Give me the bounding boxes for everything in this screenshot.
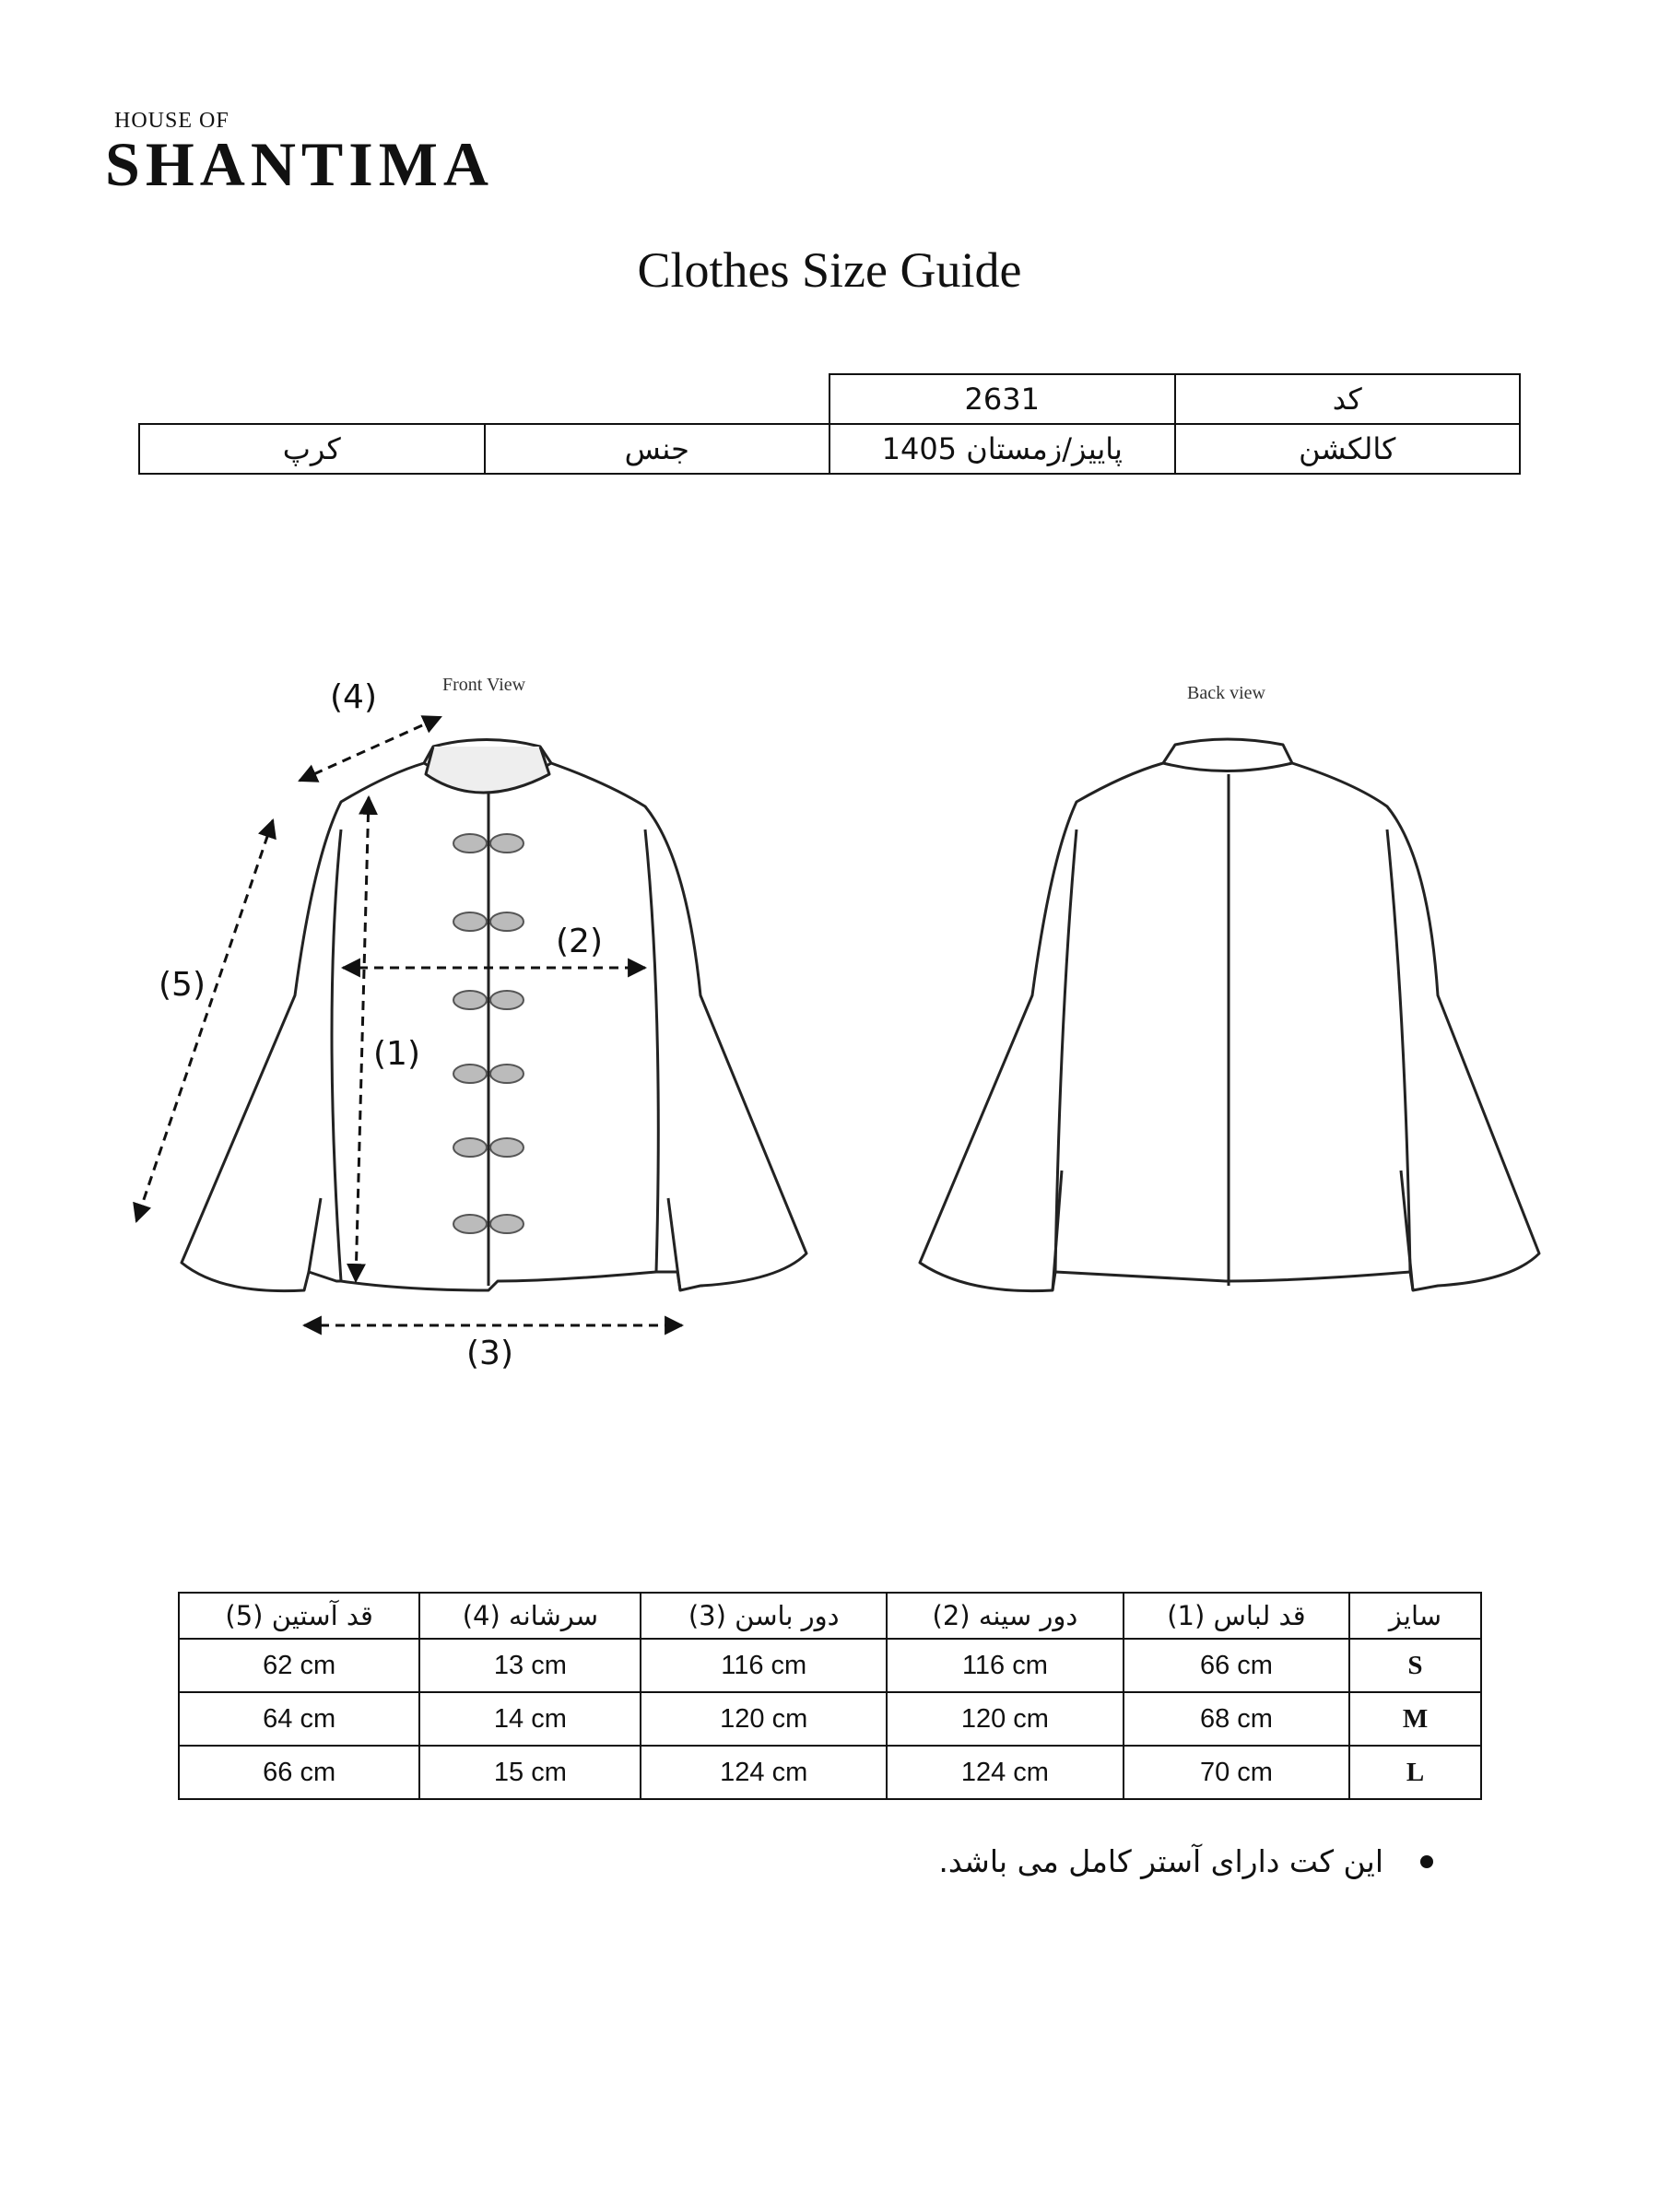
marker-5: (5) xyxy=(159,966,206,1004)
collection-label: کالکشن xyxy=(1175,424,1521,474)
hip-cell: 124 cm xyxy=(641,1746,886,1799)
blank-cell xyxy=(139,374,485,424)
code-label: کد xyxy=(1175,374,1521,424)
brand-small-text: HOUSE OF xyxy=(114,109,229,133)
marker-3: (3) xyxy=(466,1335,513,1372)
length-cell: 66 cm xyxy=(1124,1639,1349,1692)
header-shoulder: (4) سرشانه xyxy=(419,1593,641,1639)
table-row xyxy=(179,1692,1481,1746)
lining-note xyxy=(938,1843,1433,1879)
size-cell: L xyxy=(1349,1746,1481,1799)
chest-cell: 124 cm xyxy=(887,1746,1124,1799)
product-info-table xyxy=(138,373,1521,475)
material-value: کرپ xyxy=(139,424,485,474)
back-jacket-drawing xyxy=(920,739,1539,1291)
hip-cell: 120 cm xyxy=(641,1692,886,1746)
size-cell: S xyxy=(1349,1639,1481,1692)
header-sleeve: (5) قد آستین xyxy=(179,1593,419,1639)
hip-cell: 116 cm xyxy=(641,1639,886,1692)
marker-1: (1) xyxy=(373,1035,420,1073)
marker-4: (4) xyxy=(330,678,377,716)
front-jacket-drawing xyxy=(182,740,806,1291)
sleeve-cell: 64 cm xyxy=(179,1692,419,1746)
header-hip: (3) دور باسن xyxy=(641,1593,886,1639)
header-length: (1) قد لباس xyxy=(1124,1593,1349,1639)
page-title: Clothes Size Guide xyxy=(637,242,1022,298)
sleeve-cell: 66 cm xyxy=(179,1746,419,1799)
note-text: این کت دارای آستر کامل می باشد. xyxy=(938,1843,1383,1879)
shoulder-cell: 13 cm xyxy=(419,1639,641,1692)
material-label: جنس xyxy=(485,424,830,474)
blank-cell xyxy=(485,374,830,424)
shoulder-cell: 15 cm xyxy=(419,1746,641,1799)
table-row xyxy=(179,1639,1481,1692)
length-cell: 68 cm xyxy=(1124,1692,1349,1746)
shoulder-cell: 14 cm xyxy=(419,1692,641,1746)
size-table-header xyxy=(179,1593,1481,1639)
jacket-figure xyxy=(0,645,1659,1401)
size-table xyxy=(178,1592,1482,1800)
back-view-label: Back view xyxy=(1187,683,1265,703)
table-row xyxy=(179,1746,1481,1799)
size-cell: M xyxy=(1349,1692,1481,1746)
bullet-icon xyxy=(1420,1855,1433,1868)
chest-cell: 116 cm xyxy=(887,1639,1124,1692)
chest-cell: 120 cm xyxy=(887,1692,1124,1746)
sleeve-cell: 62 cm xyxy=(179,1639,419,1692)
front-view-label: Front View xyxy=(442,675,526,695)
header-size: سایز xyxy=(1349,1593,1481,1639)
brand-logo: SHANTIMA xyxy=(105,129,495,199)
length-cell: 70 cm xyxy=(1124,1746,1349,1799)
marker-2: (2) xyxy=(556,923,603,960)
collection-value: پاییز/زمستان 1405 xyxy=(830,424,1175,474)
header-chest: (2) دور سینه xyxy=(887,1593,1124,1639)
code-value: 2631 xyxy=(830,374,1175,424)
